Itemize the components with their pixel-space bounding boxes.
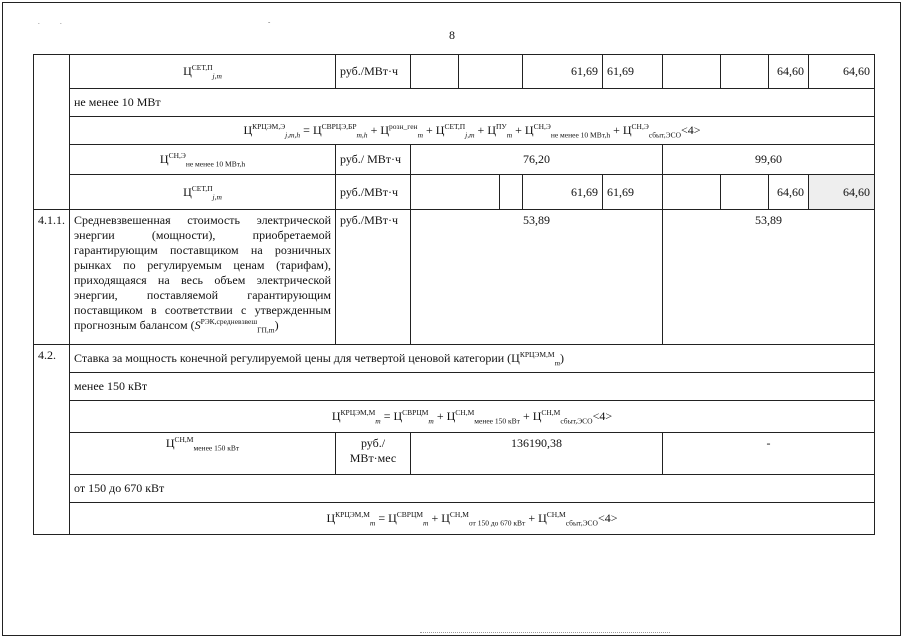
table-row bbox=[34, 55, 875, 89]
description-cell: Средневзвешенная стоимость электрической энергии (мощности), приобретаемой гарантирующим поставщиком на розничных рынках по регулируемым ценам (тарифам), приходящаяся на весь объем электрической энергии, поставляемой гарантирующим поставщиком в соответствии с утвержденным прогнозным балансом $(S^{РЭК,средневзвеш}_{ГП,m})$ bbox=[70, 210, 336, 345]
page-number: 8 bbox=[449, 28, 455, 42]
value-cell: 64,60 bbox=[769, 175, 809, 210]
tariff-table bbox=[33, 54, 875, 535]
unit-cell: руб./МВт·ч bbox=[336, 55, 411, 89]
value-cell: 53,89 bbox=[663, 210, 875, 345]
value-cell: 61,69 bbox=[523, 55, 603, 89]
value-cell: 136190,38 bbox=[411, 433, 663, 475]
unit-cell: руб./МВт·ч bbox=[336, 175, 411, 210]
table-row bbox=[34, 145, 875, 175]
value-cell bbox=[663, 175, 721, 210]
formula-cell: $Ц^{СЕТ,П}_{j,m}$ bbox=[70, 55, 336, 89]
formula-cell: $Ц^{КРЦЭМ,М}_m = Ц^{СВРЦМ}_m + Ц^{СН,М}_{менее 150 кВт} + Ц^{СН,М}_{сбыт,ЭСО}<4>$ bbox=[70, 401, 875, 433]
value-cell: 99,60 bbox=[663, 145, 875, 175]
value-cell: 61,69 bbox=[603, 175, 663, 210]
formula-cell: $Ц^{СН,Э}_{не менее 10 МВт,h}$ bbox=[70, 145, 336, 175]
value-cell bbox=[459, 55, 523, 89]
formula-cell: $Ц^{КРЦЭМ,Э}_{j,m,h} = Ц^{СВРЦЭ,БР}_{m,h} + Ц^{розн\_ген}_m + Ц^{СЕТ,П}_{j,m} + Ц^{ПУ}_m + Ц^{СН,Э}_{не менее 10 МВт,h} + Ц^{СН,Э}_{сбыт,ЭСО}<4>$ bbox=[70, 117, 875, 145]
formula-cell: $Ц^{КРЦЭМ,М}_m = Ц^{СВРЦМ}_m + Ц^{СН,М}_{от 150 до 670 кВт} + Ц^{СН,М}_{сбыт,ЭСО}<4>$ bbox=[70, 503, 875, 535]
number-cell bbox=[34, 55, 70, 210]
section-header: менее 150 кВт bbox=[70, 373, 875, 401]
table-row bbox=[34, 401, 875, 433]
unit-cell: руб./МВт·ч bbox=[336, 210, 411, 345]
table-row bbox=[34, 345, 875, 373]
unit-cell: руб./ МВт·мес bbox=[336, 433, 411, 475]
unit-cell: руб./ МВт·ч bbox=[336, 145, 411, 175]
table-row bbox=[34, 503, 875, 535]
value-cell bbox=[411, 55, 459, 89]
table-row bbox=[34, 89, 875, 117]
value-cell bbox=[411, 175, 500, 210]
table-row bbox=[34, 117, 875, 145]
table-row bbox=[34, 175, 875, 210]
value-cell: 61,69 bbox=[523, 175, 603, 210]
section-header: Ставка за мощность конечной регулируемой цены для четвертой ценовой категории $(Ц^{КРЦЭМ,М}_m)$ bbox=[70, 345, 875, 373]
scan-mark bbox=[420, 632, 670, 637]
table-row bbox=[34, 433, 875, 475]
section-header: от 150 до 670 кВт bbox=[70, 475, 875, 503]
value-cell bbox=[721, 55, 769, 89]
table-row bbox=[34, 373, 875, 401]
table-row bbox=[34, 210, 875, 345]
section-header: не менее 10 МВт bbox=[70, 89, 875, 117]
formula-cell: $Ц^{СН,М}_{менее 150 кВт}$ bbox=[70, 433, 336, 475]
scan-mark: - bbox=[268, 18, 271, 26]
value-cell: 64,60 bbox=[769, 55, 809, 89]
formula-cell: $Ц^{СЕТ,П}_{j,m}$ bbox=[70, 175, 336, 210]
value-cell bbox=[500, 175, 523, 210]
section-number: 4.1.1. bbox=[34, 210, 70, 345]
value-cell: 76,20 bbox=[411, 145, 663, 175]
value-cell: - bbox=[663, 433, 875, 475]
value-cell bbox=[721, 175, 769, 210]
value-cell: 53,89 bbox=[411, 210, 663, 345]
scan-mark: . . bbox=[38, 18, 63, 26]
value-cell: 64,60 bbox=[809, 175, 875, 210]
section-number: 4.2. bbox=[34, 345, 70, 535]
value-cell: 61,69 bbox=[603, 55, 663, 89]
value-cell bbox=[663, 55, 721, 89]
value-cell: 64,60 bbox=[809, 55, 875, 89]
table-row bbox=[34, 475, 875, 503]
